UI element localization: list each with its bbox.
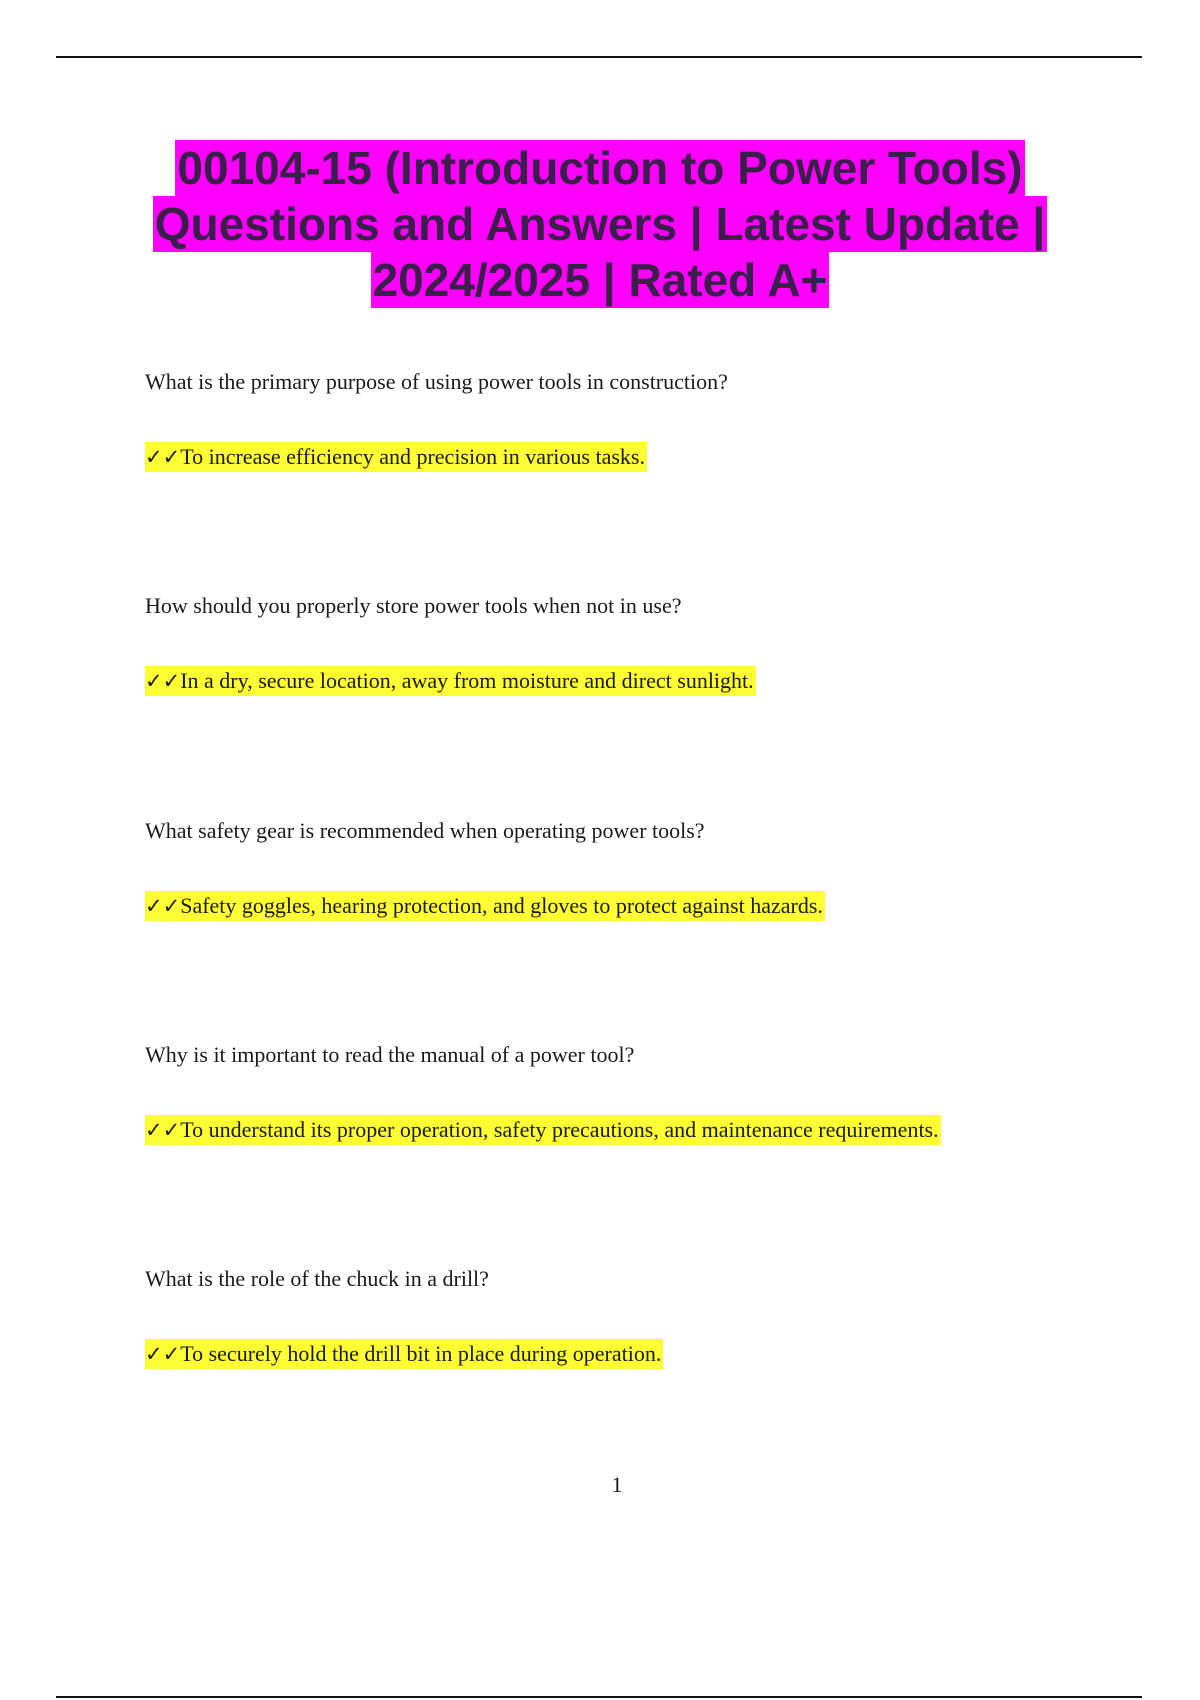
question-text: What safety gear is recommended when operating power tools? <box>145 818 705 843</box>
title-line-3: 2024/2025 | Rated A+ <box>372 254 828 306</box>
qa-item-3 <box>145 817 1095 918</box>
answer-body: In a dry, secure location, away from moisture and direct sunlight. <box>180 668 754 693</box>
question-text: What is the role of the chuck in a drill? <box>145 1266 489 1291</box>
answer-body: To understand its proper operation, safety precautions, and maintenance requirements. <box>180 1117 939 1142</box>
answer-body: To increase efficiency and precision in various tasks. <box>180 444 645 469</box>
answer-text <box>145 1339 663 1369</box>
qa-item-5 <box>145 1265 1095 1366</box>
qa-item-2 <box>145 592 1095 693</box>
top-rule <box>56 56 1142 58</box>
answer-body: To securely hold the drill bit in place during operation. <box>180 1341 662 1366</box>
answer-text <box>145 1115 941 1145</box>
qa-item-1 <box>145 368 1095 469</box>
question-text: What is the primary purpose of using power tools in construction? <box>145 369 728 394</box>
double-check-icon: ✓✓ <box>145 1342 181 1366</box>
double-check-icon: ✓✓ <box>145 894 181 918</box>
answer-text <box>145 442 647 472</box>
question-text: Why is it important to read the manual of a power tool? <box>145 1042 635 1067</box>
title-line-2: Questions and Answers | Latest Update | <box>154 198 1046 250</box>
qa-item-4 <box>145 1041 1095 1142</box>
answer-text <box>145 666 756 696</box>
double-check-icon: ✓✓ <box>145 445 181 469</box>
question-text: How should you properly store power tools when not in use? <box>145 593 682 618</box>
double-check-icon: ✓✓ <box>145 1118 181 1142</box>
page-number: 1 <box>611 1472 623 1497</box>
answer-body: Safety goggles, hearing protection, and gloves to protect against hazards. <box>180 893 823 918</box>
bottom-rule <box>56 1696 1142 1698</box>
document-title <box>100 140 1100 308</box>
double-check-icon: ✓✓ <box>145 669 181 693</box>
answer-text <box>145 891 825 921</box>
title-line-1: 00104-15 (Introduction to Power Tools) <box>177 142 1023 194</box>
